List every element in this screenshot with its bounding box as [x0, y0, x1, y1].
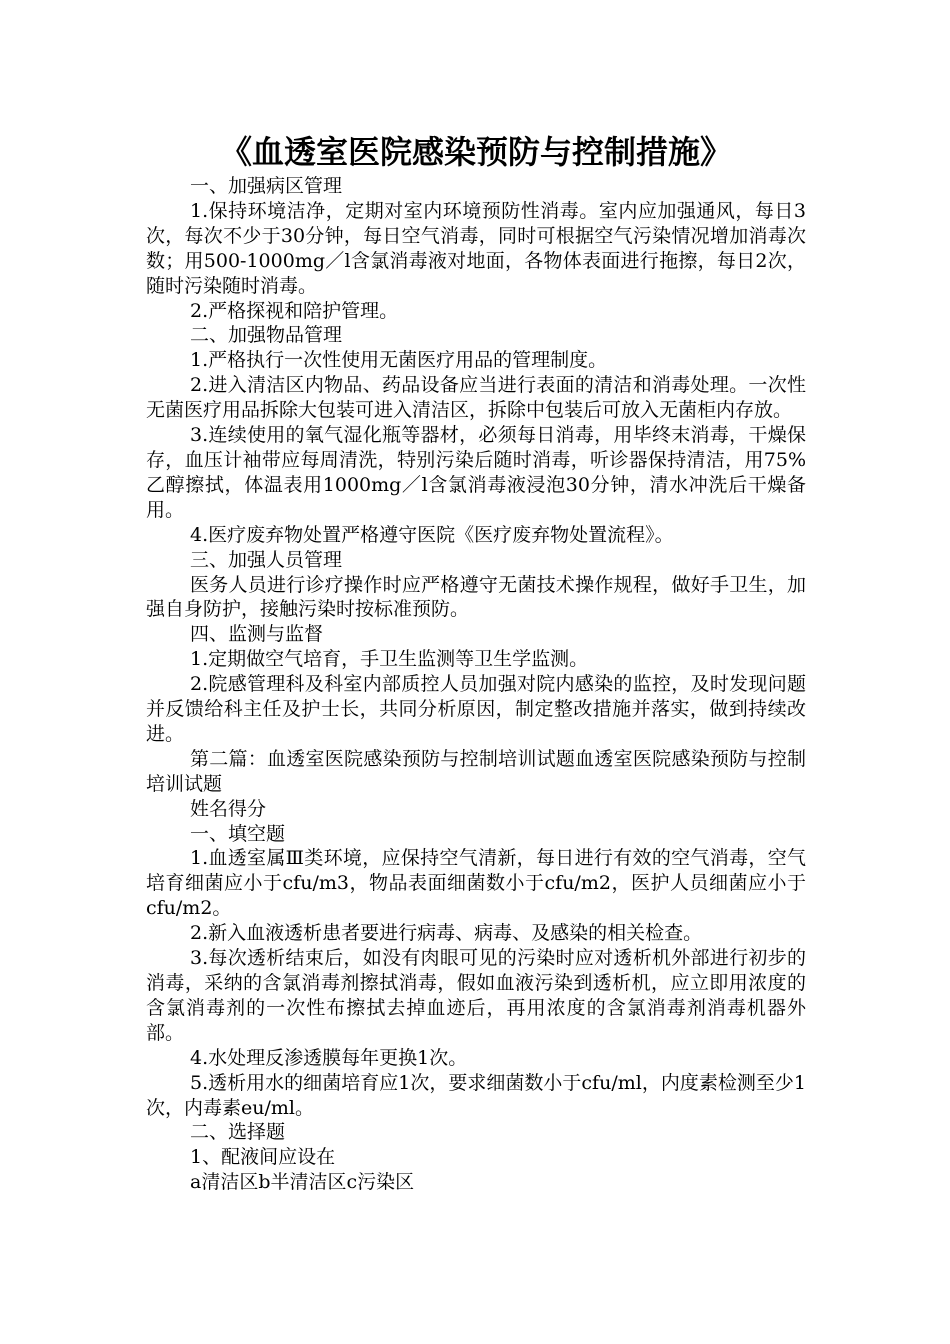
fill-blank-heading: 一、填空题	[190, 822, 286, 845]
multiple-choice-heading: 二、选择题	[190, 1121, 286, 1144]
paragraph: 4.医疗废弃物处置严格遵守医院《医疗废弃物处置流程》。	[190, 523, 674, 546]
section-heading-2: 二、加强物品管理	[190, 324, 343, 347]
paragraph: 2.进入清洁区内物品、药品设备应当进行表面的清洁和消毒处理。一次性无菌医疗用品拆除大包装可进入清洁区，拆除中包装后可放入无菌柜内存放。	[146, 374, 806, 422]
document-page	[146, 130, 806, 1195]
paragraph: 1.保持环境洁净，定期对室内环境预防性消毒。室内应加强通风，每日3次，每次不少于30分钟，每日空气消毒，同时可根据空气污染情况增加消毒次数；用500-1000mg／l含氯消毒液对地面，各物体表面进行拖擦，每日2次，随时污染随时消毒。	[146, 199, 806, 297]
section-heading-4: 四、监测与监督	[190, 623, 324, 646]
section-heading-1: 一、加强病区管理	[190, 175, 343, 197]
paragraph: 医务人员进行诊疗操作时应严格遵守无菌技术操作规程，做好手卫生，加强自身防护，接触污染时按标准预防。	[146, 573, 806, 621]
document-title: 《血透室医院感染预防与控制措施》	[219, 133, 732, 171]
paragraph: 2.院感管理科及科室内部质控人员加强对院内感染的监控，及时发现问题并反馈给科主任及护士长，共同分析原因，制定整改措施并落实，做到持续改进。	[146, 673, 806, 745]
part-two-heading: 第二篇：血透室医院感染预防与控制培训试题血透室医院感染预防与控制培训试题	[146, 747, 806, 795]
paragraph: 1.严格执行一次性使用无菌医疗用品的管理制度。	[190, 349, 608, 372]
question-item: 5.透析用水的细菌培育应1次，要求细菌数小于cfu/ml，内度素检测至少1次，内毒素eu/ml。	[146, 1071, 806, 1119]
question-item: 3.每次透析结束后，如没有肉眼可见的污染时应对透析机外部进行初步的消毒，采纳的含氯消毒剂擦拭消毒，假如血液污染到透析机，应立即用浓度的含氯消毒剂的一次性布擦拭去掉血迹后，再用浓度的含氯消毒剂消毒机器外部。	[146, 947, 806, 1044]
question-item: 1.血透室属Ⅲ类环境，应保持空气清新，每日进行有效的空气消毒，空气培育细菌应小于cfu/m3，物品表面细菌数小于cfu/m2，医护人员细菌应小于cfu/m2。	[146, 847, 806, 920]
document-body	[146, 174, 806, 1195]
paragraph: 3.连续使用的氧气湿化瓶等器材，必须每日消毒，用毕终末消毒，干燥保存，血压计袖带应每周清洗，特别污染后随时消毒，听诊器保持清洁，用75%乙醇擦拭，体温表用1000mg／l含氯消毒液浸泡30分钟，清水冲洗后干燥备用。	[146, 424, 806, 521]
paragraph: 1.定期做空气培育，手卫生监测等卫生学监测。	[190, 648, 589, 671]
paragraph: 2.严格探视和陪护管理。	[190, 299, 399, 322]
answer-options: a清洁区b半清洁区c污染区	[190, 1171, 415, 1194]
section-heading-3: 三、加强人员管理	[190, 548, 343, 571]
question-item: 2.新入血液透析患者要进行病毒、病毒、及感染的相关检查。	[190, 922, 703, 945]
question-item: 4.水处理反渗透膜每年更换1次。	[190, 1046, 468, 1069]
question-item: 1、配液间应设在	[190, 1146, 336, 1169]
name-score-line: 姓名得分	[190, 797, 267, 820]
